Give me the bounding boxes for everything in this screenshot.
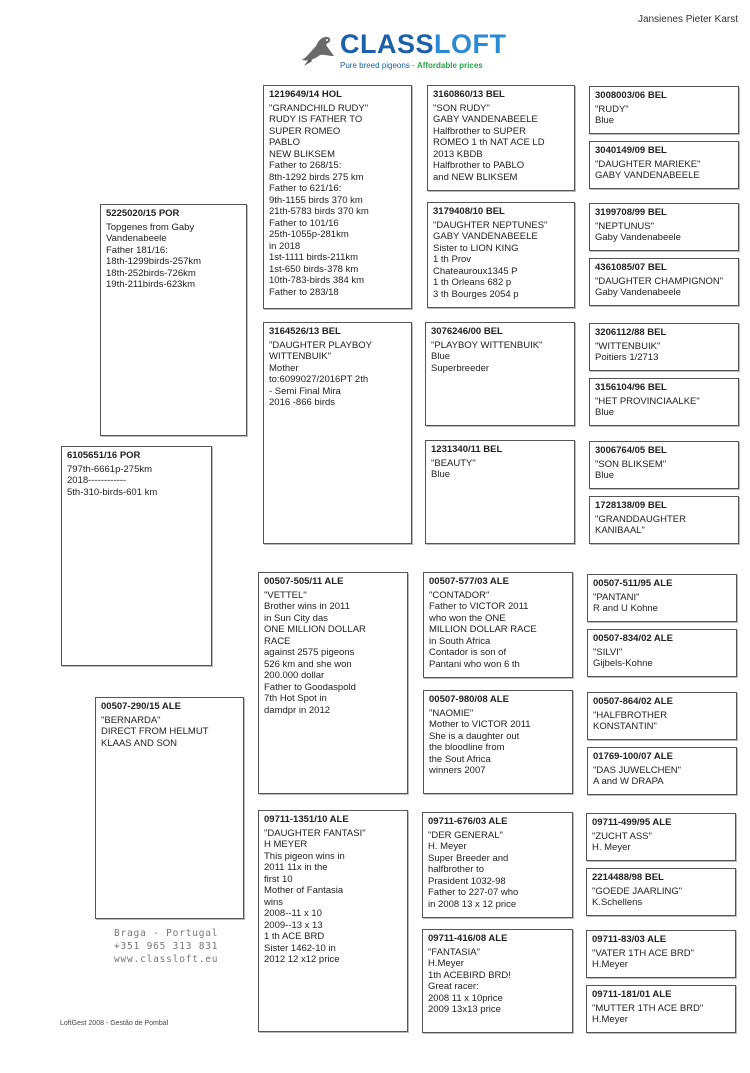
ring-number: 00507-505/11 ALE (264, 576, 344, 587)
logo-class: CLASS (340, 29, 435, 59)
ring-number: 3199708/99 BEL (595, 207, 667, 218)
ring-number: 6105651/16 POR (67, 450, 141, 461)
ring-number: 00507-864/02 ALE (593, 696, 673, 707)
logo-tagline (340, 61, 483, 70)
pedigree-box-sire-sire (263, 85, 412, 309)
ring-number: 3206112/88 BEL (595, 327, 667, 338)
pedigree-box-g5-1 (589, 86, 739, 134)
bird-description: "VETTEL" Brother wins in 2011 in Sun City das ONE MILLION DOLLAR RACE against 2575 pigeons 526 km and she won 200.000 dollar Father to Goodaspold 7th Hot Spot in damdpr in 2012 (264, 589, 366, 716)
contact-phone: +351 965 313 831 (114, 941, 219, 952)
pedigree-box-ss-sire (427, 85, 575, 191)
pedigree-box-g5-14 (586, 868, 736, 916)
pedigree-box-g5-8 (589, 496, 739, 544)
ring-number: 3156104/96 BEL (595, 382, 667, 393)
ring-number: 1728138/09 BEL (595, 500, 667, 511)
bird-description: "DAUGHTER MARIEKE" GABY VANDENABEELE (595, 158, 701, 181)
ring-number: 09711-676/03 ALE (428, 816, 508, 827)
ring-number: 2214488/98 BEL (592, 872, 664, 883)
bird-description: "DAS JUWELCHEN" A and W DRAPA (593, 764, 682, 787)
pedigree-box-g5-9 (587, 574, 737, 622)
bird-description: "BERNARDA" DIRECT FROM HELMUT KLAAS AND SON (101, 714, 209, 749)
bird-description: "HALFBROTHER KONSTANTIN" (593, 709, 668, 732)
pedigree-box-dam (95, 697, 244, 919)
owner-name: Jansienes Pieter Karst (637, 14, 738, 25)
pedigree-box-g5-6 (589, 378, 739, 426)
bird-description: "DAUGHTER PLAYBOY WITTENBUIK" Mother to:6099027/2016PT 2th - Semi Final Mira 2016 -866 birds (269, 339, 372, 408)
ring-number: 00507-511/95 ALE (593, 578, 673, 589)
ring-number: 00507-834/02 ALE (593, 633, 673, 644)
bird-description: 797th-6661p-275km 2018------------ 5th-310-birds-601 km (67, 463, 158, 498)
ring-number: 09711-1351/10 ALE (264, 814, 349, 825)
ring-number: 3160860/13 BEL (433, 89, 505, 100)
ring-number: 01769-100/07 ALE (593, 751, 673, 762)
pedigree-box-sire-dam (263, 322, 412, 544)
pedigree-box-g5-15 (586, 930, 736, 978)
ring-number: 00507-577/03 ALE (429, 576, 509, 587)
bird-description: "FANTASIA" H.Meyer 1th ACEBIRD BRD! Great racer: 2008 11 x 10price 2009 13x13 price (428, 946, 511, 1015)
bird-description: "GRANDDAUGHTER KANIBAAL" (595, 513, 686, 536)
bird-description: "RUDY" Blue (595, 103, 629, 126)
bird-description: "GOEDE JAARLING" K.Schellens (592, 885, 683, 908)
pedigree-box-root (61, 446, 212, 666)
tagline-part-b: Affordable prices (416, 61, 483, 70)
pedigree-box-dd-sire (422, 812, 573, 918)
pedigree-box-g5-13 (586, 813, 736, 861)
bird-description: "PANTANI" R and U Kohne (593, 591, 658, 614)
contact-website: www.classloft.eu (114, 954, 219, 965)
ring-number: 3006764/05 BEL (595, 445, 667, 456)
ring-number: 1219649/14 HOL (269, 89, 342, 100)
ring-number: 3008003/06 BEL (595, 90, 667, 101)
bird-description: Topgenes from Gaby Vandenabeele Father 181/16: 18th-1299birds-257km 18th-252birds-726km 19th-211birds-623km (106, 221, 202, 290)
ring-number: 3179408/10 BEL (433, 206, 505, 217)
bird-description: "NEPTUNUS" Gaby Vandenabeele (595, 220, 681, 243)
ring-number: 4361085/07 BEL (595, 262, 667, 273)
bird-description: "MUTTER 1TH ACE BRD" H.Meyer (592, 1002, 704, 1025)
ring-number: 09711-499/95 ALE (592, 817, 672, 828)
bird-description: "DAUGHTER NEPTUNES" GABY VANDENABEELE Sister to LION KING 1 th Prov Chateauroux1345 P 1 th Orleans 682 p 3 th Bourges 2054 p (433, 219, 548, 300)
pedigree-box-dam-dam (258, 810, 408, 1032)
pedigree-box-dam-sire (258, 572, 408, 794)
bird-description: "HET PROVINCIAALKE" Blue (595, 395, 700, 418)
ring-number: 00507-290/15 ALE (101, 701, 181, 712)
bird-description: "NAOMIE" Mother to VICTOR 2011 She is a daughter out the bloodline from the Sout Africa winners 2007 (429, 707, 531, 776)
contact-block (114, 927, 218, 966)
bird-description: "ZUCHT ASS" H. Meyer (592, 830, 652, 853)
logo-wordmark (340, 30, 507, 58)
ring-number: 5225020/15 POR (106, 208, 180, 219)
pedigree-box-ds-dam (423, 690, 573, 794)
logo-loft: LOFT (434, 29, 507, 59)
bird-description: "VATER 1TH ACE BRD" H.Meyer (592, 947, 694, 970)
pedigree-box-g5-5 (589, 323, 739, 371)
pedigree-box-g5-16 (586, 985, 736, 1033)
pedigree-box-sd-dam (425, 440, 575, 544)
bird-description: "DAUGHTER CHAMPIGNON" Gaby Vandenabeele (595, 275, 724, 298)
pedigree-box-ss-dam (427, 202, 575, 308)
bird-description: "BEAUTY" Blue (431, 457, 476, 480)
pedigree-box-g5-3 (589, 203, 739, 251)
ring-number: 09711-416/08 ALE (428, 933, 508, 944)
ring-number: 00507-980/08 ALE (429, 694, 509, 705)
footer-text: LoftGest 2008 - Gestão de Pombal (60, 1020, 169, 1027)
pedigree-box-sd-sire (425, 322, 575, 426)
pedigree-box-g5-2 (589, 141, 739, 189)
bird-description: "DER GENERAL" H. Meyer Super Breeder and halfbrother to Prasident 1032-98 Father to 227-07 who in 2008 13 x 12 price (428, 829, 519, 910)
classloft-logo (298, 30, 510, 76)
pedigree-box-g5-4 (589, 258, 739, 306)
pedigree-box-dd-dam (422, 929, 573, 1033)
ring-number: 09711-181/01 ALE (592, 989, 672, 1000)
bird-description: "WITTENBUIK" Poitiers 1/2713 (595, 340, 661, 363)
ring-number: 09711-83/03 ALE (592, 934, 667, 945)
pedigree-box-g5-7 (589, 441, 739, 489)
ring-number: 3076246/00 BEL (431, 326, 503, 337)
pedigree-box-g5-12 (587, 747, 737, 795)
ring-number: 3040149/09 BEL (595, 145, 667, 156)
pedigree-box-g5-11 (587, 692, 737, 740)
pigeon-icon (298, 30, 338, 70)
contact-location: Braga - Portugal (114, 928, 219, 939)
ring-number: 3164526/13 BEL (269, 326, 341, 337)
pedigree-box-sire (100, 204, 247, 436)
bird-description: "SON BLIKSEM" Blue (595, 458, 667, 481)
bird-description: "PLAYBOY WITTENBUIK" Blue Superbreeder (431, 339, 543, 374)
pedigree-box-ds-sire (423, 572, 573, 678)
bird-description: "CONTADOR" Father to VICTOR 2011 who won the ONE MILLION DOLLAR RACE in South Africa Contador is son of Pantani who won 6 th (429, 589, 537, 670)
tagline-part-a: Pure breed pigeons - (340, 61, 417, 70)
bird-description: "GRANDCHILD RUDY" RUDY IS FATHER TO SUPER ROMEO PABLO NEW BLIKSEM Father to 268/15: 8th-1292 birds 275 km Father to 621/16: 9th-1155 birds 370 km 21th-5783 birds 370 km Father to 101/16 25th-1055p-281km in 2018 1st-1111 birds-211km 1st-650 birds-378 km 10th-783-birds 384 km Father to 283/18 (269, 102, 369, 298)
bird-description: "SILVI" Gijbels-Kohne (593, 646, 653, 669)
bird-description: "DAUGHTER FANTASI" H MEYER This pigeon wins in 2011 11x in the first 10 Mother of Fantasia wins 2008--11 x 10 2009--13 x 13 1 th ACE BRD Sister 1462-10 in 2012 12 x12 price (264, 827, 366, 965)
ring-number: 1231340/11 BEL (431, 444, 503, 455)
pedigree-box-g5-10 (587, 629, 737, 677)
bird-description: "SON RUDY" GABY VANDENABEELE Halfbrother to SUPER ROMEO 1 th NAT ACE LD 2013 KBDB Halfbrother to PABLO and NEW BLIKSEM (433, 102, 545, 183)
